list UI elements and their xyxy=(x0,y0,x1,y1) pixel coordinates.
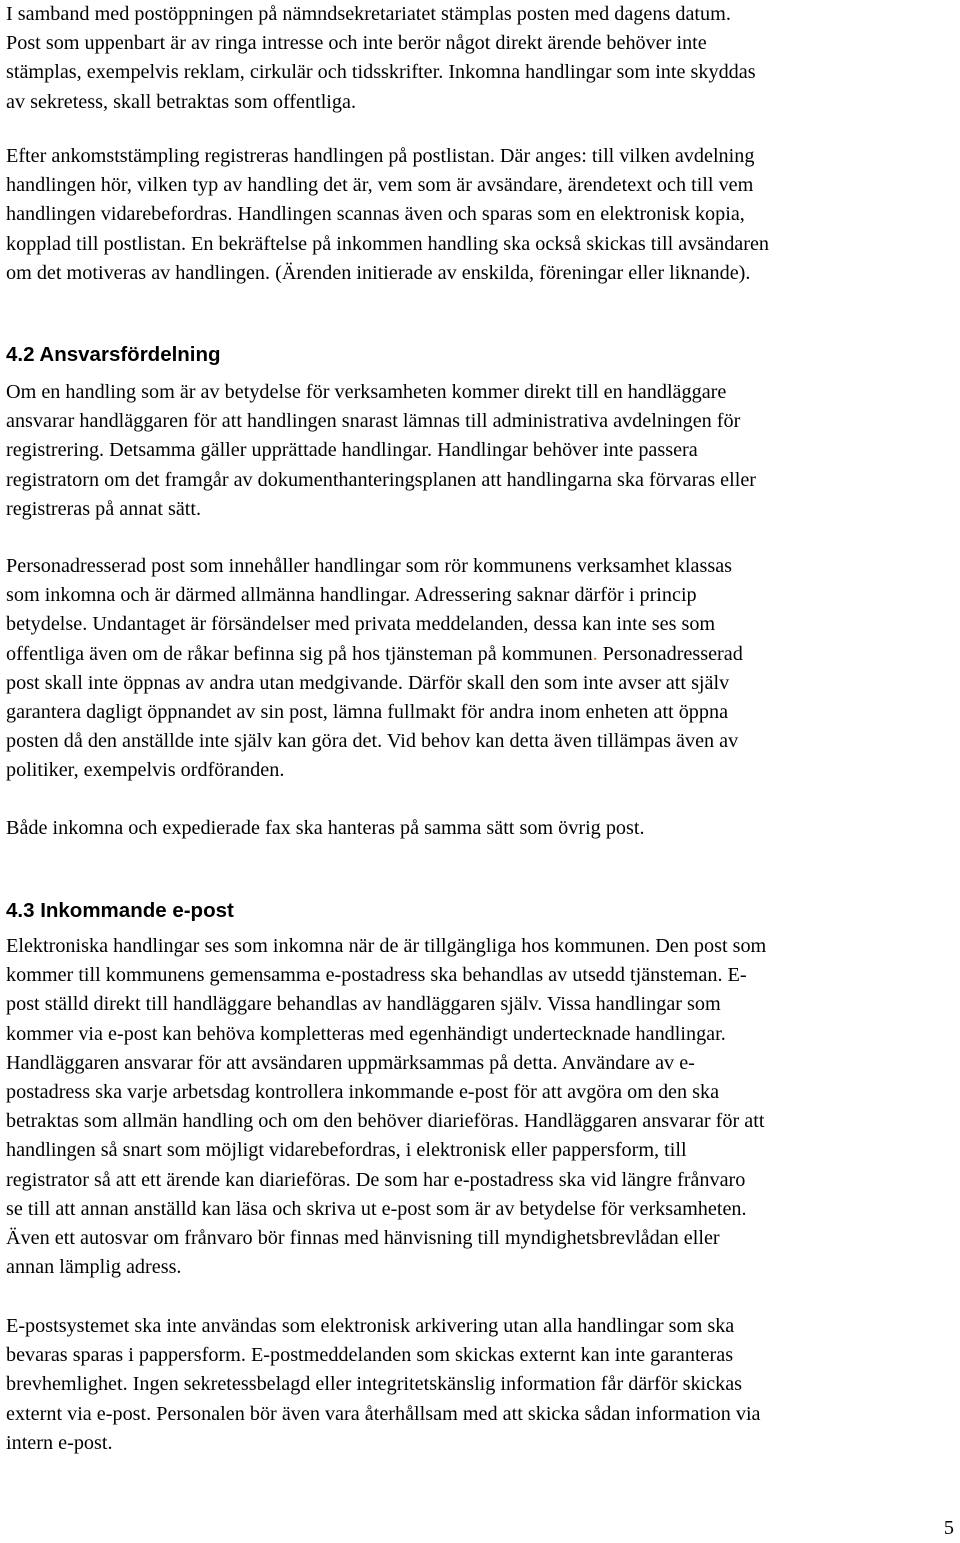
text-line: kopplad till postlistan. En bekräftelse på inkommen handling ska också skickas till avsändaren xyxy=(6,232,770,255)
text-line: om det motiveras av handlingen. (Ärenden initierade av enskilda, föreningar eller liknande). xyxy=(6,261,751,284)
text-line: betydelse. Undantaget är försändelser med privata meddelanden, dessa kan inte ses som xyxy=(6,613,716,636)
text-line: Även ett autosvar om frånvaro bör finnas med hänvisning till myndighetsbrevlådan eller xyxy=(6,1227,720,1250)
text-segment: offentliga även om de råkar befinna sig på hos tjänsteman på kommunen xyxy=(6,642,593,665)
text-line: bevaras sparas i pappersform. E-postmeddelanden som skickas externt kan inte garanteras xyxy=(6,1344,734,1367)
text-line: brevhemlighet. Ingen sekretessbelagd eller integritetskänslig information får därför skickas xyxy=(6,1373,743,1396)
text-line: Om en handling som är av betydelse för verksamheten kommer direkt till en handläggare xyxy=(6,381,727,403)
text-line: stämplas, exempelvis reklam, cirkulär och tidsskrifter. Inkomna handlingar som inte skyddas xyxy=(6,61,756,84)
text-line: handlingen vidarebefordras. Handlingen scannas även och sparas som en elektronisk kopia, xyxy=(6,203,745,226)
intro-paragraph-1 xyxy=(6,0,756,117)
text-line: ansvarar handläggaren för att handlingen snarast lämnas till administrativa avdelningen för xyxy=(6,410,741,433)
text-line: garantera dagligt öppnandet av sin post, lämna fullmakt för andra inom enheten att öppna xyxy=(6,701,729,724)
text-line: av sekretess, skall betraktas som offentliga. xyxy=(6,90,357,113)
text-line: registratorn om det framgår av dokumenthanteringsplanen att handlingarna ska förvaras eller xyxy=(6,468,757,491)
text-line: intern e-post. xyxy=(6,1431,113,1454)
text-line: post skall inte öppnas av andra utan medgivande. Därför skall den som inte avser att själv xyxy=(6,671,730,694)
text-line: I samband med postöppningen på nämndsekretariatet stämplas posten med dagens datum. xyxy=(6,3,731,25)
highlighted-period: . xyxy=(592,642,598,665)
text-line: handlingen hör, vilken typ av handling det är, vem som är avsändare, ärendetext och till vem xyxy=(6,174,754,197)
page-number: 5 xyxy=(943,1517,954,1539)
text-line xyxy=(6,640,743,669)
section-4-3-paragraph-1 xyxy=(6,932,766,1282)
text-line: E-postsystemet ska inte användas som elektronisk arkivering utan alla handlingar som ska xyxy=(6,1315,735,1337)
section-4-2-paragraph-2 xyxy=(6,552,743,786)
text-line: handlingen så snart som möjligt vidarebefordras, i elektronisk eller pappersform, till xyxy=(6,1139,687,1162)
text-line: posten då den anställde inte själv kan göra det. Vid behov kan detta även tillämpas även av xyxy=(6,730,739,753)
text-line: kommer till kommunens gemensamma e-postadress ska behandlas av utsedd tjänsteman. E- xyxy=(6,964,747,987)
text-line: externt via e-post. Personalen bör även vara återhållsam med att skicka sådan information via xyxy=(6,1402,761,1425)
text-line: Elektroniska handlingar ses som inkomna när de är tillgängliga hos kommunen. Den post som xyxy=(6,935,767,957)
text-line: se till att annan anställd kan läsa och skriva ut e-post som är av betydelse för verksamheten. xyxy=(6,1197,747,1220)
text-line: Post som uppenbart är av ringa intresse och inte berör något direkt ärende behöver inte xyxy=(6,32,707,55)
text-line: Handläggaren ansvarar för att avsändaren uppmärksammas på detta. Användare av e- xyxy=(6,1051,695,1074)
text-line: registreras på annat sätt. xyxy=(6,497,202,520)
section-4-3-paragraph-2 xyxy=(6,1312,761,1458)
section-4-2-paragraph-3 xyxy=(6,814,645,843)
section-heading-4-2: 4.2 Ansvarsfördelning xyxy=(6,343,221,366)
text-line: som inkomna och är därmed allmänna handlingar. Adressering saknar därför i princip xyxy=(6,584,697,607)
text-line: Efter ankomststämpling registreras handlingen på postlistan. Där anges: till vilken avdelning xyxy=(6,145,755,167)
section-4-2-paragraph-1 xyxy=(6,378,756,524)
text-line: registrator så att ett ärende kan diarieföras. De som har e-postadress ska vid längre frånvaro xyxy=(6,1168,746,1191)
text-segment: Personadresserad xyxy=(597,642,743,665)
text-line: post ställd direkt till handläggare behandlas av handläggaren själv. Vissa handlingar som xyxy=(6,993,721,1016)
intro-paragraph-2 xyxy=(6,142,769,288)
text-line: kommer via e-post kan behöva kompletteras med egenhändigt undertecknade handlingar. xyxy=(6,1022,726,1045)
text-line: politiker, exempelvis ordföranden. xyxy=(6,759,285,782)
text-line: Personadresserad post som innehåller handlingar som rör kommunens verksamhet klassas xyxy=(6,555,733,577)
section-heading-4-3: 4.3 Inkommande e-post xyxy=(6,899,234,922)
text-line: betraktas som allmän handling och om den behöver diarieföras. Handläggaren ansvarar för att xyxy=(6,1110,765,1133)
text-line: Både inkomna och expedierade fax ska hanteras på samma sätt som övrig post. xyxy=(6,817,645,839)
text-line: registrering. Detsamma gäller upprättade handlingar. Handlingar behöver inte passera xyxy=(6,439,698,462)
text-line: postadress ska varje arbetsdag kontrollera inkommande e-post för att avgöra om den ska xyxy=(6,1081,720,1104)
text-line: annan lämplig adress. xyxy=(6,1256,182,1279)
